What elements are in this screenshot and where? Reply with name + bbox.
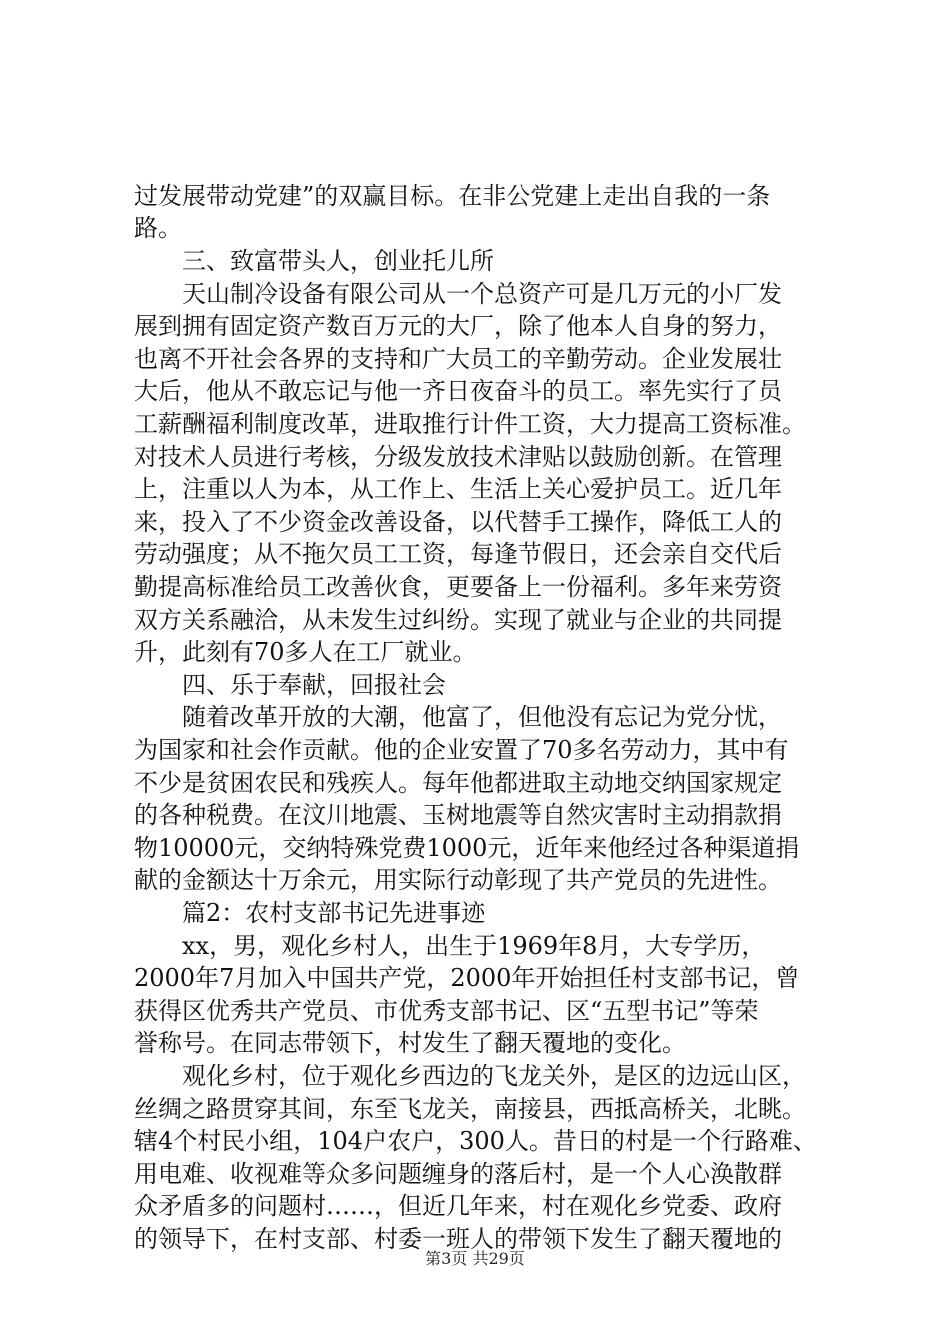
body-line: 誉称号。在同志带领下，村发生了翻天覆地的变化。 xyxy=(134,1029,686,1057)
body-line: 升，此刻有70多人在工厂就业。 xyxy=(134,638,477,666)
body-line: 献的金额达十万余元，用实际行动彰现了共产党员的先进性。 xyxy=(134,866,782,894)
body-line: 来，投入了不少资金改善设备，以代替手工操作，降低工人的 xyxy=(134,508,782,536)
body-line: 勤提高标准给员工改善伙食，更要备上一份福利。多年来劳资 xyxy=(134,573,782,601)
body-line: 工薪酬福利制度改革，进取推行计件工资，大力提高工资标准。 xyxy=(134,410,806,438)
section-heading: 三、致富带头人，创业托儿所 xyxy=(182,247,494,275)
body-line: 不少是贫困农民和残疾人。每年他都进取主动地交纳国家规定 xyxy=(134,769,782,797)
body-line: 物10000元，交纳特殊党费1000元，近年来他经过各种渠道捐 xyxy=(134,834,800,862)
body-line: 大后，他从不敢忘记与他一齐日夜奋斗的员工。率先实行了员 xyxy=(134,377,782,405)
body-line: 的领导下，在村支部、村委一班人的带领下发生了翻天覆地的 xyxy=(134,1225,782,1253)
body-line: 上，注重以人为本，从工作上、生活上关心爱护员工。近几年 xyxy=(134,475,782,503)
body-line: 展到拥有固定资产数百万元的大厂，除了他本人自身的努力， xyxy=(134,312,782,340)
body-line: 的各种税费。在汶川地震、玉树地震等自然灾害时主动捐款捐 xyxy=(134,801,782,829)
chapter-heading: 篇2：农村支部书记先进事迹 xyxy=(182,899,486,927)
body-line: 观化乡村，位于观化乡西边的飞龙关外，是区的边远山区， xyxy=(182,1062,806,1090)
body-line: 丝绸之路贯穿其间，东至飞龙关，南接县，西抵高桥关，北眺。 xyxy=(134,1095,806,1123)
body-line: 劳动强度；从不拖欠员工工资，每逢节假日，还会亲自交代后 xyxy=(134,540,782,568)
body-line: xx，男，观化乡村人，出生于1969年8月，大专学历， xyxy=(182,932,766,960)
body-line: 对技术人员进行考核，分级发放技术津贴以鼓励创新。在管理 xyxy=(134,443,782,471)
body-line: 路。 xyxy=(134,214,182,242)
body-line: 过发展带动党建”的双赢目标。在非公党建上走出自我的一条 xyxy=(134,182,771,210)
page-footer: 第3页 共29页 xyxy=(425,1249,525,1268)
body-line: 获得区优秀共产党员、市优秀支部书记、区“五型书记”等荣 xyxy=(134,997,759,1025)
body-line: 随着改革开放的大潮，他富了，但他没有忘记为党分忧， xyxy=(182,703,782,731)
body-line: 辖4个村民小组，104户农户，300人。昔日的村是一个行路难、 xyxy=(134,1127,817,1155)
section-heading: 四、乐于奉献，回报社会 xyxy=(182,671,446,699)
body-line: 为国家和社会作贡献。他的企业安置了70多名劳动力，其中有 xyxy=(134,736,789,764)
body-line: 2000年7月加入中国共产党，2000年开始担任村支部书记，曾 xyxy=(134,964,800,992)
body-line: 天山制冷设备有限公司从一个总资产可是几万元的小厂发 xyxy=(182,280,782,308)
body-line: 也离不开社会各界的支持和广大员工的辛勤劳动。企业发展壮 xyxy=(134,345,782,373)
body-line: 用电难、收视难等众多问题缠身的落后村，是一个人心涣散群 xyxy=(134,1160,782,1188)
body-line: 众矛盾多的问题村……，但近几年来，村在观化乡党委、政府 xyxy=(134,1192,782,1220)
body-line: 双方关系融洽，从未发生过纠纷。实现了就业与企业的共同提 xyxy=(134,606,782,634)
